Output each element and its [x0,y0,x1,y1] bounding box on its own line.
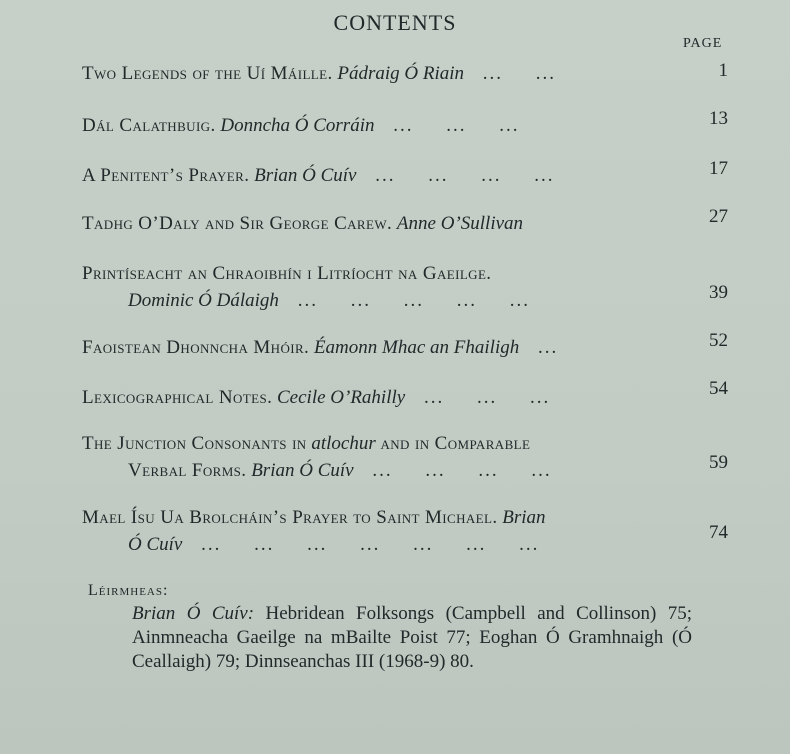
entry-author: Anne O’Sullivan [396,213,524,234]
review-section [88,582,692,674]
contents-heading: CONTENTS [333,10,457,35]
toc-entry [82,260,662,314]
entry-author: Dominic Ó Dálaigh [128,290,279,311]
entry-title: Lexicographical Notes. [82,387,273,408]
toc-entry [82,60,662,87]
entry-author: Brian Ó Cuív [254,165,357,186]
toc-entry [82,210,662,237]
leader-dots: ... [537,337,559,358]
toc-entry [82,334,662,361]
entry-page-number: 54 [709,378,728,399]
review-author: Brian Ó Cuív: [132,603,255,624]
entry-page-number: 17 [709,158,728,179]
entry-page-number: 27 [709,206,728,227]
entry-title: Printíseacht an Chraoibhín i Litríocht na Gaeilge. [82,263,492,284]
review-label: Léirmheas: [88,582,169,599]
page-column-label: PAGE [683,36,723,51]
entry-title: Faoistean Dhonncha Mhóir. [82,337,310,358]
entry-author: Pádraig Ó Riain [337,63,465,84]
entry-title: Tadhg O’Daly and Sir George Carew. [82,213,393,234]
leader-dots: ... ... ... ... ... ... ... [201,534,540,555]
toc-entry [82,162,662,189]
entry-title-italic: atlochur [311,433,376,454]
entry-author-cont: Ó Cuív [128,534,183,555]
entry-page-number: 52 [709,330,728,351]
entry-author: Éamonn Mhac an Fhailigh [313,337,520,358]
entry-page-number: 59 [709,452,728,473]
toc-entry [82,504,662,558]
entry-title-cont: and in Comparable [380,433,531,454]
leader-dots: ... ... ... ... ... [297,290,530,311]
review-text: Hebridean Folksongs (Campbell and Collinson) 75; Ainmneacha Gaeilge na mBailte Poist 77; Eoghan Ó Gramhnaigh (Ó Ceallaigh) 79; Dinnseanchas III (1968-9) 80. [132,603,692,672]
entry-title: Two Legends of the Uí Máille. [82,63,333,84]
entry-title: A Penitent’s Prayer. [82,165,250,186]
entry-title: The Junction Consonants in [82,433,307,454]
leader-dots: ... ... ... ... [372,460,552,481]
entry-title: Dál Calathbuig. [82,115,216,136]
entry-page-number: 13 [709,108,728,129]
entry-author: Donncha Ó Corráin [220,115,375,136]
leader-dots: ... ... ... [393,115,520,136]
entry-author: Brian [502,507,546,528]
leader-dots: ... ... [482,63,557,84]
toc-entry [82,112,662,139]
leader-dots: ... ... ... [423,387,551,408]
entry-author: Brian Ó Cuív [251,460,354,481]
toc-entry [82,384,662,411]
leader-dots: ... ... ... ... [375,165,555,186]
toc-entry [82,430,662,484]
entry-page-number: 1 [718,60,728,81]
entry-title: Mael Ísu Ua Brolcháin’s Prayer to Saint Michael. [82,507,498,528]
entry-page-number: 74 [709,522,728,543]
entry-author: Cecile O’Rahilly [277,387,406,408]
entry-page-number: 39 [709,282,728,303]
entry-title-cont: Verbal Forms. [128,460,247,481]
